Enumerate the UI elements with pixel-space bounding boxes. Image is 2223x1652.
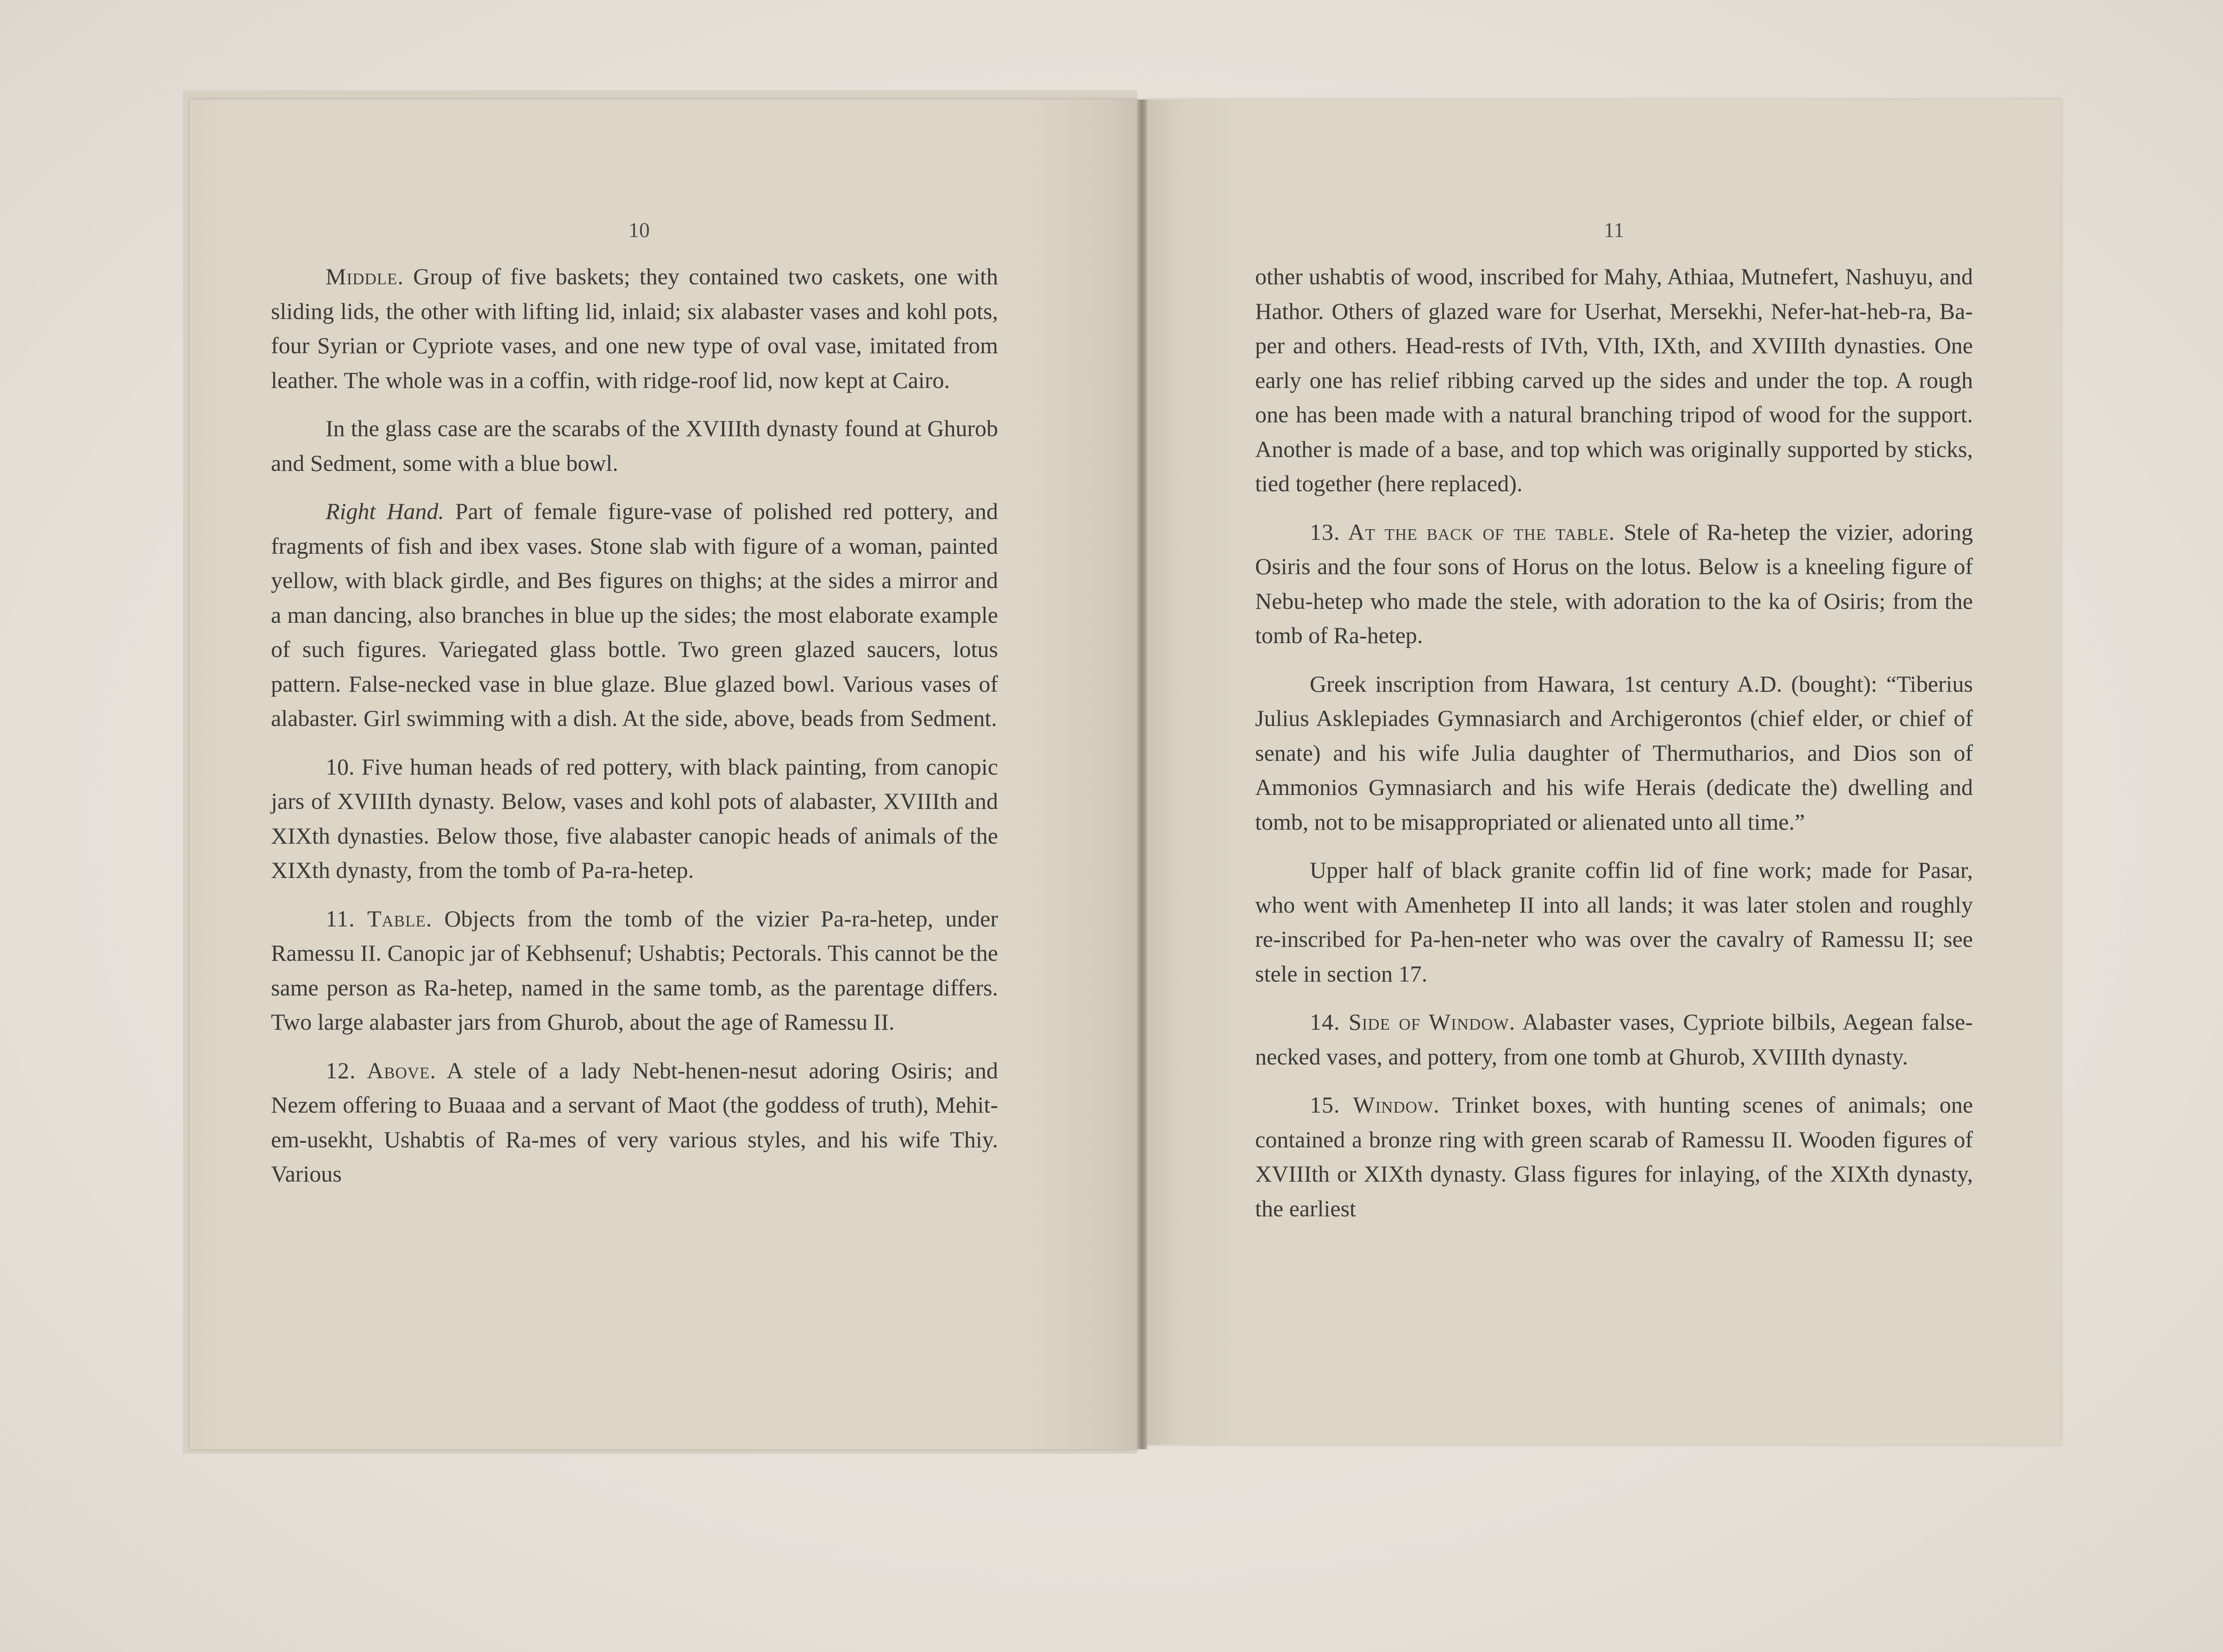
- paragraph-body: Alabaster vases, Cypriote bilbils, Aegean false-necked vases, and pottery, from one tomb at Ghurob, XVIIIth dynasty.: [1255, 1009, 1973, 1070]
- paragraph-section-10: [271, 750, 998, 888]
- paragraph-lead: 10.: [326, 753, 355, 780]
- paragraph-body: other ushabtis of wood, inscribed for Mahy, Athiaa, Mutnefert, Nashuyu, and Hathor. Others of glazed ware for Userhat, Mersekhi, Nefer-hat-heb-ra, Ba-per and others. Head-rests of IVth, VIth, IXth, and XVIIIth dynasties. One early one has relief ribbing carved up the sides and under the top. A rough one has been made with a natural branching tripod of wood for the support. Another is made of a base, and top which was originally supported by sticks, tied together (here replaced).: [1255, 263, 1973, 496]
- paragraph-lead: 15. Window.: [1310, 1092, 1440, 1118]
- paragraph-section-11: [271, 901, 998, 1039]
- paragraph-body: Trinket boxes, with hunting scenes of animals; one contained a bronze ring with green scarab of Ramessu II. Wooden figures of XVIIIth or XIXth dynasty. Glass figures for inlaying, of the XIXth dynasty, the earliest: [1255, 1092, 1973, 1221]
- paragraph-section-12: [271, 1053, 998, 1191]
- paragraph-body: Group of five baskets; they contained two caskets, one with sliding lids, the other with lifting lid, inlaid; six alabaster vases and kohl pots, four Syrian or Cypriote vases, and one new type of oval vase, imitated from leather. The whole was in a coffin, with ridge-roof lid, now kept at Cairo.: [271, 263, 998, 393]
- paragraph-body: Greek inscription from Hawara, 1st century A.D. (bought): “Tiberius Julius Asklepiades Gymnasiarch and Archigerontos (chief elder, or chief of senate) and his wife Julia daughter of Thermutharios, and Dios son of Ammonios Gymnasiarch and his wife Herais (dedicate the) dwelling and tomb, not to be misappropriated or alienated unto all time.”: [1255, 670, 1973, 835]
- paragraph-coffin-lid: [1255, 853, 1973, 991]
- paragraph-glass-case: [271, 411, 998, 480]
- paragraph-body: Stele of Ra-hetep the vizier, adoring Osiris and the four sons of Horus on the lotus. Below is a kneeling figure of Nebu-hetep who made the stele, with adoration to the ka of Osiris; from the tomb of Ra-hetep.: [1255, 519, 1973, 648]
- paragraph-body: Objects from the tomb of the vizier Pa-ra-hetep, under Ramessu II. Canopic jar of Kebhsenuf; Ushabtis; Pectorals. This cannot be the same person as Ra-hetep, named in the same tomb, as the parentage differs. Two large alabaster jars from Ghurob, about the age of Ramessu II.: [271, 905, 998, 1035]
- book-gutter: [1137, 100, 1147, 1449]
- paragraph-lead: Right Hand.: [326, 498, 444, 524]
- right-page-text: [1255, 259, 1973, 1239]
- left-page-number: 10: [628, 218, 650, 242]
- paragraph-lead: Middle.: [326, 263, 404, 289]
- paragraph-body: In the glass case are the scarabs of the XVIIIth dynasty found at Ghurob and Sedment, some with a blue bowl.: [271, 415, 998, 476]
- paragraph-lead: 14. Side of Window.: [1310, 1009, 1516, 1035]
- paragraph-body: Upper half of black granite coffin lid of fine work; made for Pasar, who went with Amenhetep II into all lands; it was later stolen and roughly re-inscribed for Pa-hen-neter who was over the cavalry of Ramessu II; see stele in section 17.: [1255, 857, 1973, 987]
- paragraph-middle: [271, 259, 998, 397]
- paragraph-continued: [1255, 259, 1973, 501]
- paragraph-section-13: [1255, 515, 1973, 653]
- paragraph-greek-inscription: [1255, 667, 1973, 839]
- left-page-text: [271, 259, 998, 1205]
- paragraph-lead: 12. Above.: [326, 1057, 436, 1083]
- paragraph-body: Part of female figure-vase of polished red pottery, and fragments of fish and ibex vases. Stone slab with figure of a woman, painted yellow, with black girdle, and Bes figures on thighs; at the sides a mirror and a man dancing, also branches in blue up the sides; the most elaborate example of such figures. Variegated glass bottle. Two green glazed saucers, lotus pattern. False-necked vase in blue glaze. Blue glazed bowl. Various vases of alabaster. Girl swimming with a dish. At the side, above, beads from Sedment.: [271, 498, 998, 731]
- paragraph-right-hand: [271, 494, 998, 736]
- right-page-number: 11: [1603, 218, 1625, 242]
- paragraph-section-15: [1255, 1088, 1973, 1226]
- paragraph-section-14: [1255, 1005, 1973, 1074]
- paragraph-lead: 11. Table.: [326, 905, 433, 932]
- paragraph-lead: 13. At the back of the table.: [1310, 519, 1615, 545]
- paragraph-body: A stele of a lady Nebt-henen-nesut adoring Osiris; and Nezem offering to Buaaa and a servant of Maot (the goddess of truth), Mehit-em-usekht, Ushabtis of Ra-mes of very various styles, and his wife Thiy. Various: [271, 1057, 998, 1187]
- paragraph-body: Five human heads of red pottery, with black painting, from canopic jars of XVIIIth dynasty. Below, vases and kohl pots of alabaster, XVIIIth and XIXth dynasties. Below those, five alabaster canopic heads of animals of the XIXth dynasty, from the tomb of Pa-ra-hetep.: [271, 753, 998, 883]
